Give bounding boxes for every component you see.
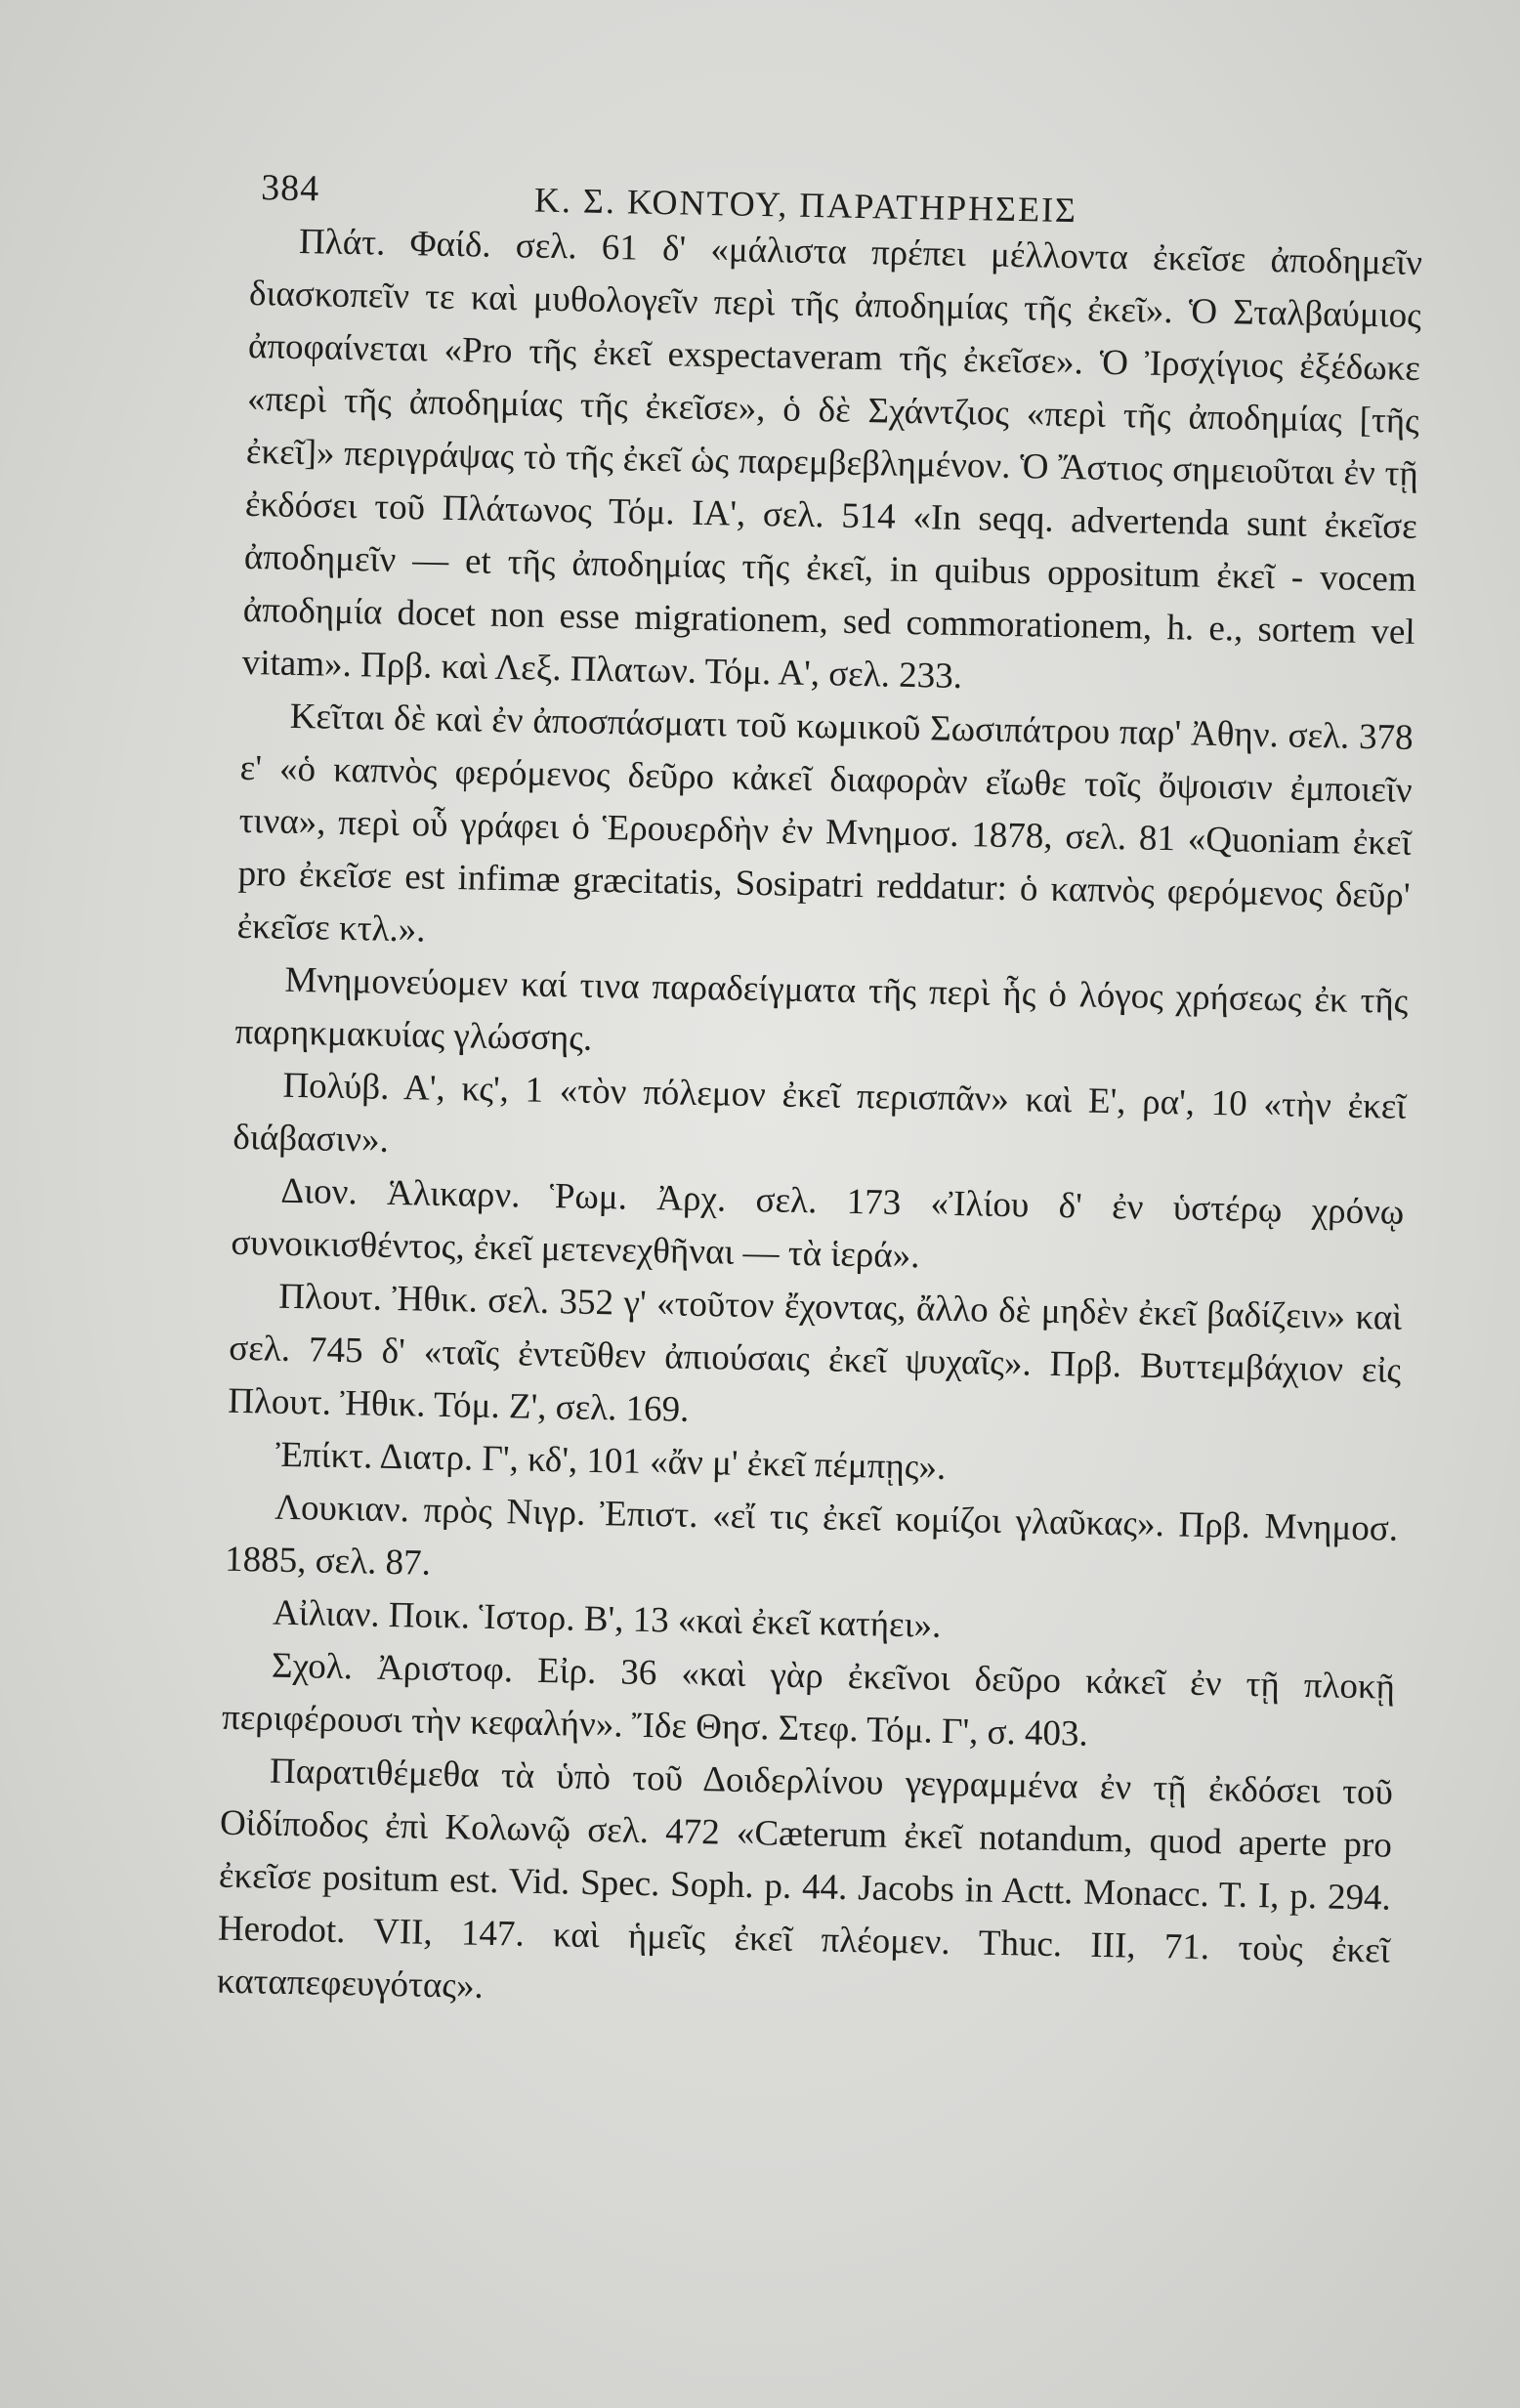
page-number: 384 <box>260 167 320 210</box>
paragraph: Αἰλιαν. Ποικ. Ἱστορ. Β', 13 «καὶ ἐκεῖ κατήει». <box>272 1592 942 1646</box>
paragraph: Κεῖται δὲ καὶ ἐν ἀποσπάσματι τοῦ κωμικοῦ Σωσιπάτρου παρ' Ἀθην. σελ. 378 ε' «ὁ καπνὸς φερόμενος δεῦρο κἀκεῖ διαφορὰν εἴωθε τοῖς ὄψοισιν ἐμποιεῖν τινα», περὶ οὗ γράφει ὁ Ἑρουερδὴν ἐν Μνημοσ. 1878, σελ. 81 «Quoniam ἐκεῖ pro ἐκεῖσε est infimæ græcitatis, Sosipatri reddatur: ὁ καπνὸς φερόμενος δεῦρ' ἐκεῖσε κτλ.». <box>236 696 1414 951</box>
paragraph: Σχολ. Ἀριστοφ. Εἰρ. 36 «καὶ γὰρ ἐκεῖνοι δεῦρο κἀκεῖ ἐν τῇ πλοκῇ περιφέρουσι τὴν κεφαλήν». Ἴδε Θησ. Στεφ. Τόμ. Γ', σ. 403. <box>221 1645 1396 1754</box>
paragraph: Πολύβ. Α', κς', 1 «τὸν πόλεμον ἐκεῖ περισπᾶν» καὶ Ε', ρα', 10 «τὴν ἐκεῖ διάβασιν». <box>232 1065 1407 1161</box>
paragraph: Λουκιαν. πρὸς Νιγρ. Ἐπιστ. «εἴ τις ἐκεῖ κομίζοι γλαῦκας». Πρβ. Μνημοσ. 1885, σελ. 87. <box>224 1487 1399 1584</box>
book-page <box>210 147 1424 2357</box>
paragraph: Πλουτ. Ἠθικ. σελ. 352 γ' «τοῦτον ἔχοντας, ἄλλο δὲ μηδὲν ἐκεῖ βαδίζειν» καὶ σελ. 745 δ' «ταῖς ἐντεῦθεν ἀπιούσαις ἐκεῖ ψυχαῖς». Πρβ. Βυττεμβάχιον εἰς Πλουτ. Ἠθικ. Τόμ. Ζ', σελ. 169. <box>227 1276 1403 1430</box>
body-text <box>216 215 1422 2031</box>
paragraph: Πλάτ. Φαίδ. σελ. 61 δ' «μάλιστα πρέπει μέλλοντα ἐκεῖσε ἀποδημεῖν διασκοπεῖν τε καὶ μυθολογεῖν περὶ τῆς ἀποδημίας τῆς ἐκεῖ». Ὁ Σταλβαύμιος ἀποφαίνεται «Pro τῆς ἐκεῖ exspectaveram τῆς ἐκεῖσε». Ὁ Ἰρσχίγιος ἐξέδωκε «περὶ τῆς ἀποδημίας τῆς ἐκεῖσε», ὁ δὲ Σχάντζιος «περὶ τῆς ἀποδημίας [τῆς ἐκεῖ]» περιγράψας τὸ τῆς ἐκεῖ ὡς παρεμβεβλημένον. Ὁ Ἄστιος σημειοῦται ἐν τῇ ἐκδόσει τοῦ Πλάτωνος Τόμ. ΙΑ', σελ. 514 «In seqq. advertenda sunt ἐκεῖσε ἀποδημεῖν — et τῆς ἀποδημίας τῆς ἐκεῖ, in quibus oppositum ἐκεῖ - vocem ἀποδημία docet non esse migrationem, sed commorationem, h. e., sortem vel vitam». Πρβ. καὶ Λεξ. Πλατων. Τόμ. Α', σελ. 233. <box>241 221 1423 697</box>
paragraph: Ἐπίκτ. Διατρ. Γ', κδ', 101 «ἄν μ' ἐκεῖ πέμπῃς». <box>274 1434 947 1488</box>
paragraph: Παρατιθέμεθα τὰ ὑπὸ τοῦ Δοιδερλίνου γεγραμμένα ἐν τῇ ἐκδόσει τοῦ Οἰδίποδος ἐπὶ Κολωνῷ σελ. 472 «Cæterum ἐκεῖ notandum, quod aperte pro ἐκεῖσε positum est. Vid. Spec. Soph. p. 44. Jacobs in Actt. Monacc. T. I, p. 294. Herodot. VII, 147. καὶ ἡμεῖς ἐκεῖ πλέομεν. Thuc. III, 71. τοὺς ἐκεῖ καταπεφευγότας». <box>216 1751 1394 2007</box>
running-head: Κ. Σ. ΚΟΝΤΟΥ, ΠΑΡΑΤΗΡΗΣΕΙΣ <box>533 180 1078 231</box>
paragraph: Μνημονεύομεν καί τινα παραδείγματα τῆς περὶ ἧς ὁ λόγος χρήσεως ἐκ τῆς παρηκμακυίας γλώσσης. <box>234 959 1409 1059</box>
paragraph: Διον. Ἁλικαρν. Ῥωμ. Ἀρχ. σελ. 173 «Ἰλίου δ' ἐν ὑστέρῳ χρόνῳ συνοικισθέντος, ἐκεῖ μετενεχθῆναι — τὰ ἱερά». <box>231 1170 1405 1277</box>
